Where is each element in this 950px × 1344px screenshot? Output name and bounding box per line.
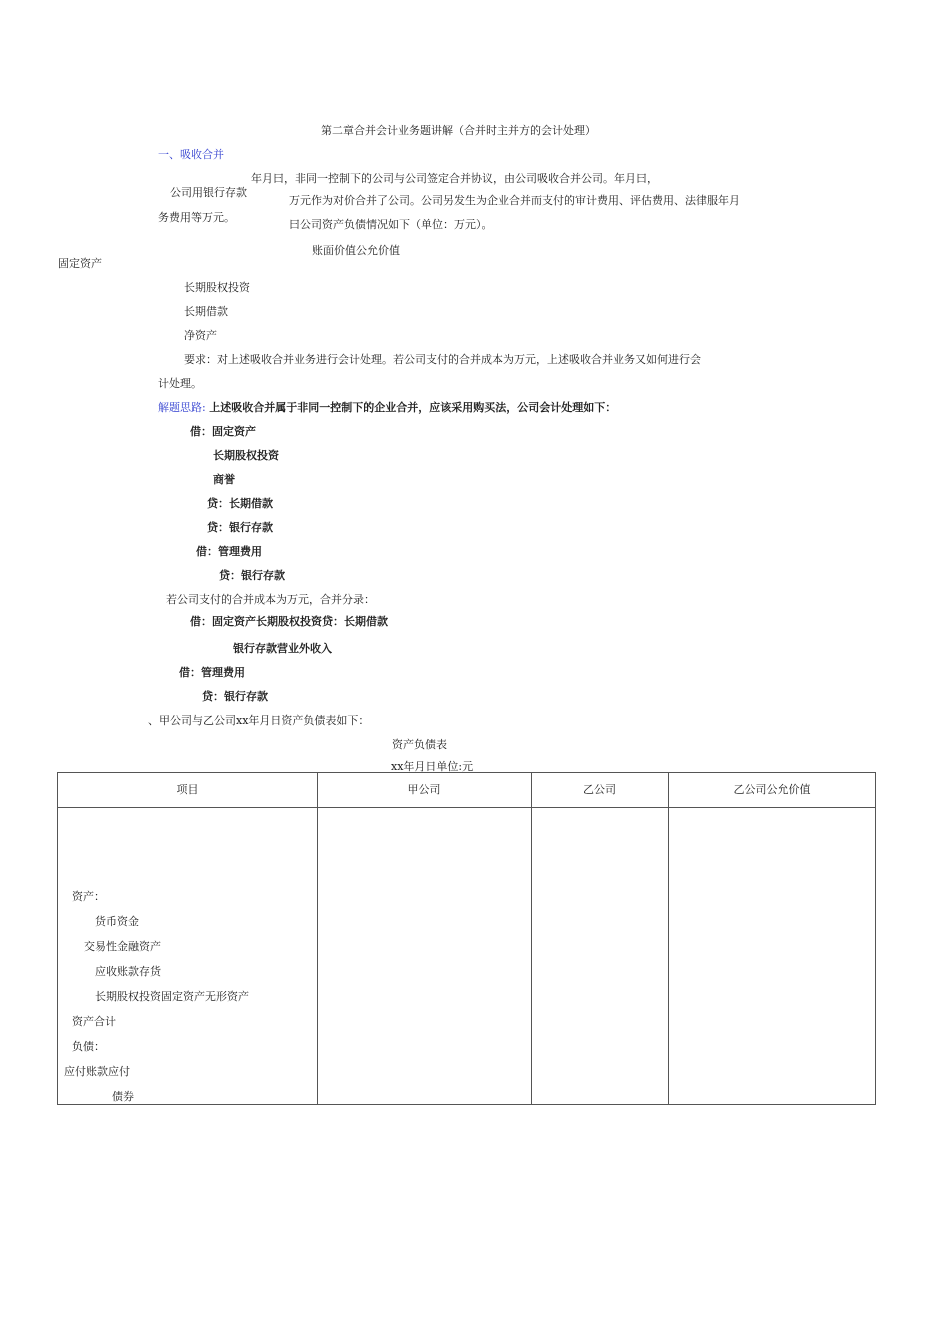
- table-row: 负债：: [72, 1040, 105, 1053]
- table-header-divider: [58, 807, 875, 808]
- section-heading-absorption-merger: 一、吸收合并: [158, 148, 224, 161]
- paragraph-line-2-right: 万元作为对价合并了公司。公司另发生为企业合并而支付的审计费用、评估费用、法律服年月: [289, 194, 740, 207]
- paragraph-line-3-right: 曰公司资产负债情况如下（单位：万元）。: [289, 218, 493, 231]
- balance-sheet-table: [57, 772, 876, 1105]
- item-net-assets: 净资产: [184, 329, 217, 342]
- value-column-header: 账面价值公允价值: [312, 244, 400, 257]
- paragraph-line-2-left: 公司用银行存款: [170, 186, 247, 199]
- entry2-credit-bank-deposit: 贷：银行存款: [202, 690, 268, 703]
- solution-label: 解题思路:: [158, 401, 206, 414]
- section2-intro: 、甲公司与乙公司xx年月日资产负债表如下：: [148, 714, 370, 727]
- table-row: 应付账款应付: [64, 1065, 130, 1078]
- entry-debit-fixed-assets: 借：固定资产: [190, 425, 256, 438]
- table-title: 资产负债表: [392, 738, 447, 751]
- entry-credit-long-term-loan: 贷：长期借款: [207, 497, 273, 510]
- item-long-term-equity-investment: 长期股权投资: [184, 281, 250, 294]
- table-subtitle: xx年月日单位:元: [391, 760, 474, 773]
- table-row: 交易性金融资产: [84, 940, 161, 953]
- entry2-bank-nonoperating: 银行存款营业外收入: [233, 642, 332, 655]
- table-header-item: 项目: [176, 783, 199, 796]
- requirement-line-1: 要求：对上述吸收合并业务进行会计处理。若公司支付的合并成本为万元，上述吸收合并业务又如何进行会: [184, 353, 701, 366]
- table-column-divider: [531, 773, 532, 1104]
- table-column-divider: [668, 773, 669, 1104]
- solution-text: 上述吸收合并属于非同一控制下的企业合并，应该采用购买法，公司会计处理如下：: [209, 401, 617, 414]
- requirement-line-2: 计处理。: [158, 377, 202, 390]
- table-header-company-b: 乙公司: [583, 783, 616, 796]
- page-title: 第二章合并会计业务题讲解（合并时主并方的会计处理）: [321, 124, 596, 137]
- solution-line: [158, 401, 616, 415]
- item-long-term-loan: 长期借款: [184, 305, 228, 318]
- paragraph-line-1: 年月曰，非同一控制下的公司与公司签定合并协议，由公司吸收合并公司。年月曰，: [251, 172, 658, 185]
- entry2-debit-admin-expense: 借：管理费用: [179, 666, 245, 679]
- table-header-company-a: 甲公司: [407, 783, 441, 796]
- entry2-debit-line: 借：固定资产长期股权投资贷：长期借款: [190, 615, 388, 628]
- table-header-company-b-fair-value: 乙公司公允价值: [733, 783, 811, 796]
- entry-debit-admin-expense: 借：管理费用: [196, 545, 262, 558]
- alternative-case-text: 若公司支付的合并成本为万元，合并分录：: [166, 593, 375, 606]
- entry-goodwill: 商誉: [213, 473, 235, 486]
- table-row: 资产：: [72, 890, 105, 903]
- table-row: 长期股权投资固定资产无形资产: [95, 990, 249, 1003]
- paragraph-line-3-left: 务费用等万元。: [158, 211, 235, 224]
- entry-credit-bank-deposit-2: 贷：银行存款: [219, 569, 285, 582]
- table-row: 货币资金: [95, 915, 139, 928]
- table-row: 资产合计: [72, 1015, 116, 1028]
- table-row: 应收账款存货: [95, 965, 161, 978]
- item-fixed-assets: 固定资产: [58, 257, 102, 270]
- table-column-divider: [317, 773, 318, 1104]
- entry-long-term-equity-investment: 长期股权投资: [213, 449, 279, 462]
- entry-credit-bank-deposit: 贷：银行存款: [207, 521, 273, 534]
- table-row: 债券: [112, 1090, 134, 1103]
